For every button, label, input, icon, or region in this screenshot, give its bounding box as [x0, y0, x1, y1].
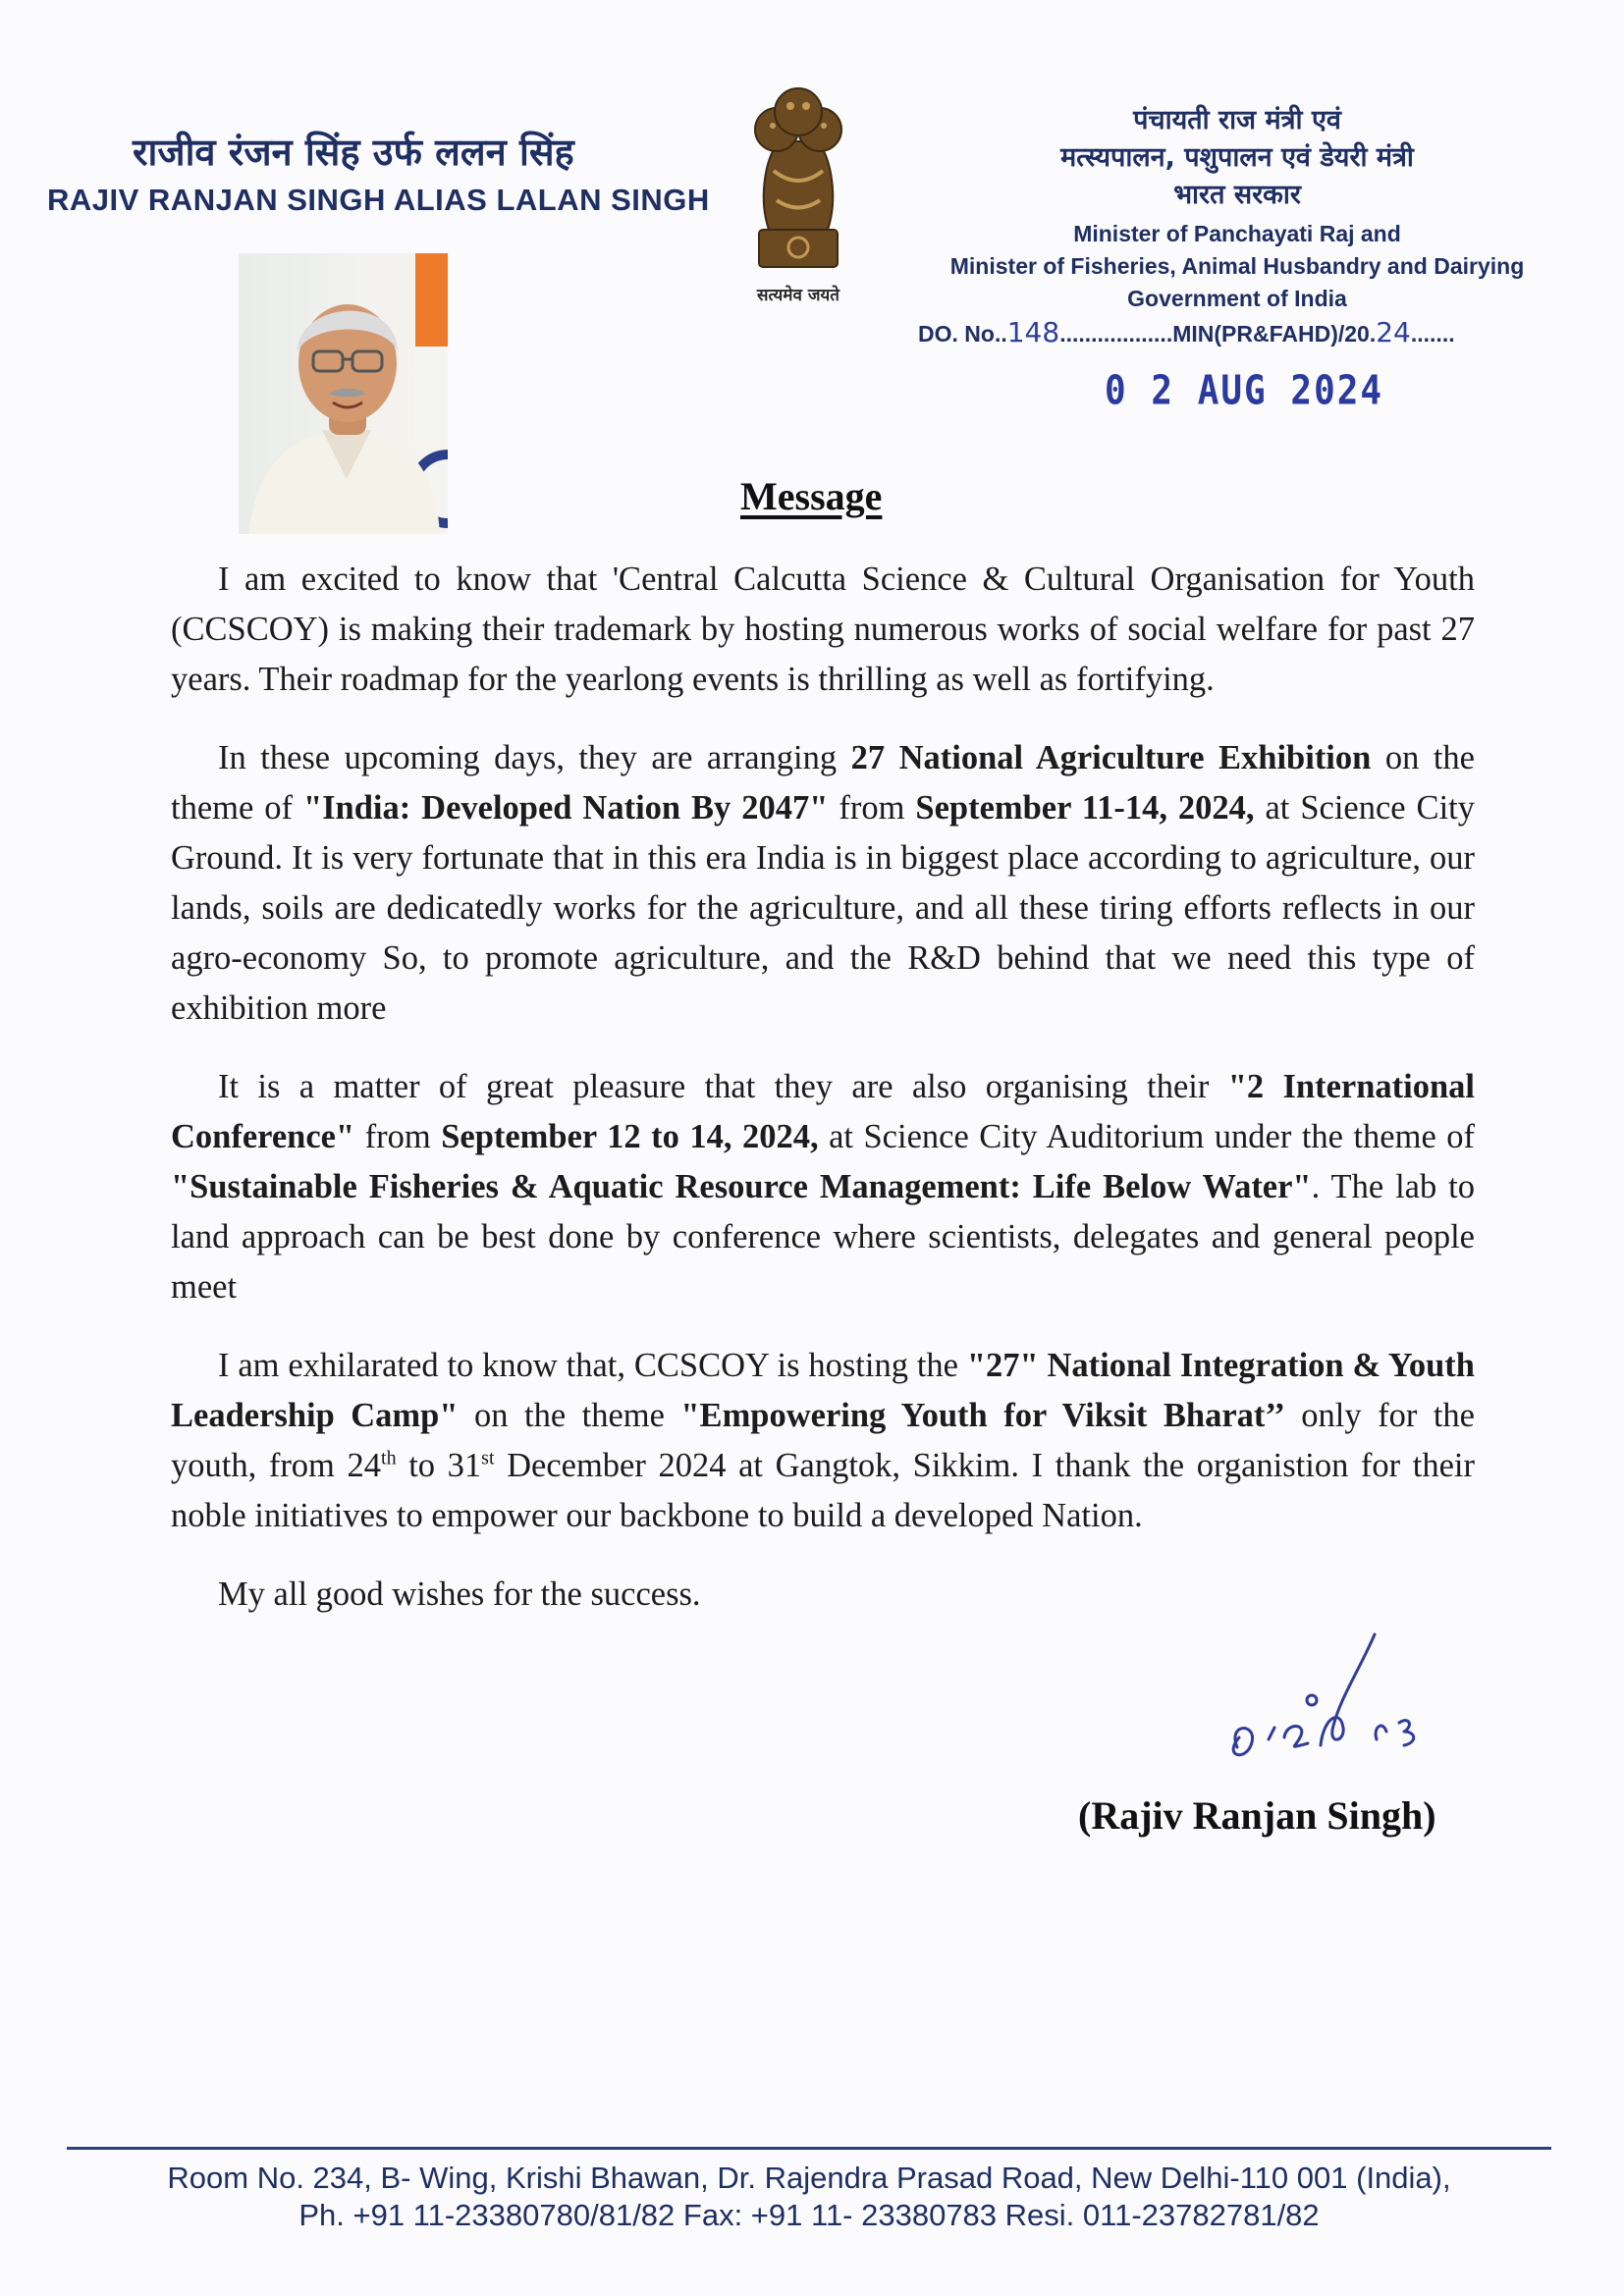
minister-name-english: RAJIV RANJAN SINGH ALIAS LALAN SINGH: [47, 183, 710, 217]
do-prefix: DO. No..: [918, 321, 1007, 347]
designation-block: [913, 102, 1561, 315]
designation-english-line: Minister of Fisheries, Animal Husbandry and Dairying: [949, 253, 1525, 279]
footer-phone-line: Ph. +91 11-23380780/81/82 Fax: +91 11- 23380783 Resi. 011-23782781/82: [298, 2198, 1320, 2232]
do-middle: ..................MIN(PR&FAHD)/20.: [1059, 321, 1377, 347]
page-title: Message: [740, 474, 883, 518]
date-stamp: 0 2 AUG 2024: [1105, 367, 1384, 415]
minister-portrait: [239, 253, 448, 534]
footer-address-line: Room No. 234, B- Wing, Krishi Bhawan, Dr. Rajendra Prasad Road, New Delhi-110 001 (India),: [167, 2161, 1451, 2195]
paragraph-1: I am excited to know that 'Central Calcutta Science & Cultural Organisation for Youth (CCSCOY) is making their trademark by hosting numerous works of social welfare for past 27 years. Their roadmap for the yearlong events is thrilling as well as fortifying.: [171, 561, 1475, 698]
do-year-handwritten: 24: [1376, 316, 1411, 348]
designation-hindi-line: मत्स्यपालन, पशुपालन एवं डेयरी मंत्री: [1060, 142, 1414, 173]
designation-hindi-line: भारत सरकार: [1173, 180, 1301, 210]
designation-english-line: Minister of Panchayati Raj and: [1073, 221, 1401, 246]
designation-english-line: Government of India: [1127, 286, 1347, 311]
footer-address: [67, 2160, 1551, 2234]
paragraph-5: My all good wishes for the success.: [218, 1575, 701, 1613]
signatory-name: (Rajiv Ranjan Singh): [1078, 1793, 1436, 1838]
designation-hindi-line: पंचायती राज मंत्री एवं: [1133, 105, 1341, 135]
minister-name-hindi: राजीव रंजन सिंह उर्फ ललन सिंह: [133, 131, 574, 174]
paragraph-4: I am exhilarated to know that, CCSCOY is hosting the "27" National Integration & Youth Leadership Camp" on the theme "Empowering Youth for Viksit Bharat’’ only for the youth, from 24th to 31st December 2024 at Gangtok, Sikkim. I thank the organistion for their noble initiatives to empower our backbone to build a developed Nation.: [171, 1347, 1475, 1534]
do-number-line: [918, 316, 1455, 348]
do-number-handwritten: 148: [1006, 316, 1060, 348]
footer-divider: [67, 2147, 1551, 2150]
emblem-motto: सत्यमेव जयते: [757, 286, 839, 305]
paragraph-2: In these upcoming days, they are arranging 27 National Agriculture Exhibition on the theme of "India: Developed Nation By 2047" from September 11-14, 2024, at Science City Ground. It is very fortunate that in this era India is in biggest place according to agriculture, our lands, soils are dedicatedly works for the agriculture, and all these tiring efforts reflects in our agro-economy So, to promote agriculture, and the R&D behind that we need this type of exhibition more: [171, 739, 1475, 1027]
paragraph-3: It is a matter of great pleasure that they are also organising their "2 International Conference" from September 12 to 14, 2024, at Science City Auditorium under the theme of "Sustainable Fisheries & Aquatic Resource Management: Life Below Water". The lab to land approach can be best done by conference where scientists, delegates and general people meet: [171, 1068, 1475, 1306]
message-body: [171, 555, 1475, 1648]
do-suffix: .......: [1410, 321, 1455, 347]
national-emblem-icon: [730, 82, 867, 308]
handwritten-signature: [1218, 1629, 1453, 1777]
